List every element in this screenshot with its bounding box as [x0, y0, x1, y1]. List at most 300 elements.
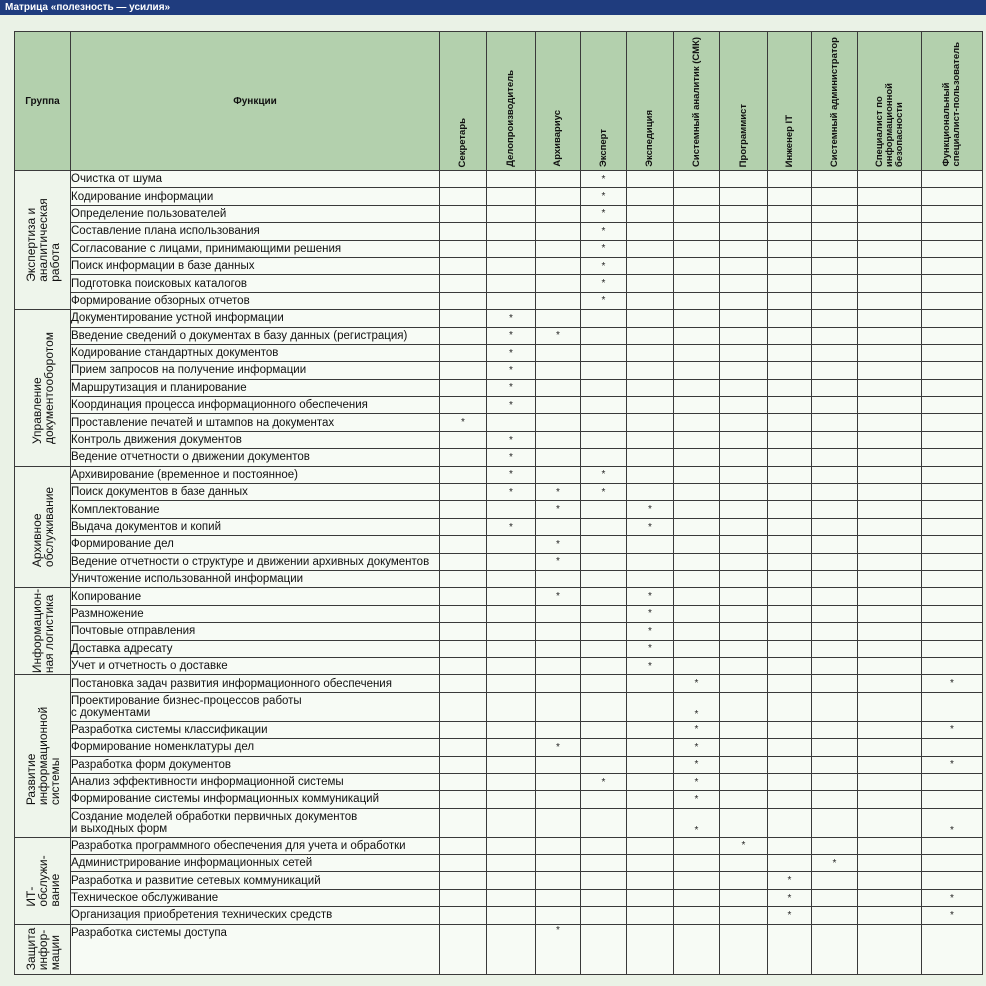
- matrix-cell: [720, 518, 768, 535]
- asterisk-mark: *: [627, 518, 674, 535]
- matrix-cell: [922, 501, 983, 518]
- asterisk-mark: *: [581, 466, 627, 483]
- matrix-cell: [487, 675, 536, 692]
- matrix-cell: [858, 431, 922, 448]
- table-row: [15, 872, 983, 889]
- function-cell: Постановка задач развития информационного обеспечения: [71, 675, 440, 692]
- matrix-cell: [922, 397, 983, 414]
- function-cell: Организация приобретения технических средств: [71, 907, 440, 924]
- matrix-cell: [581, 924, 627, 974]
- matrix-cell: [440, 327, 487, 344]
- matrix-cell: [858, 240, 922, 257]
- role-header-label: Функциональный специалист-пользователь: [941, 42, 962, 167]
- matrix-cell: [581, 501, 627, 518]
- matrix-cell: [581, 536, 627, 553]
- matrix-cell: [768, 344, 812, 361]
- asterisk-mark: *: [674, 692, 720, 721]
- matrix-cell: [627, 791, 674, 808]
- matrix-cell: [627, 837, 674, 854]
- matrix-cell: [858, 466, 922, 483]
- role-header: [536, 32, 581, 171]
- matrix-cell: [536, 257, 581, 274]
- table-row: [15, 310, 983, 327]
- matrix-cell: [720, 675, 768, 692]
- matrix-cell: [922, 553, 983, 570]
- asterisk-mark: *: [487, 344, 536, 361]
- function-cell: Разработка программного обеспечения для учета и обработки: [71, 837, 440, 854]
- matrix-cell: [581, 379, 627, 396]
- matrix-cell: [812, 414, 858, 431]
- asterisk-mark: *: [581, 484, 627, 501]
- matrix-cell: [440, 924, 487, 974]
- matrix-cell: [440, 501, 487, 518]
- matrix-cell: [487, 171, 536, 188]
- matrix-cell: [581, 362, 627, 379]
- function-cell: Кодирование стандартных документов: [71, 344, 440, 361]
- matrix-cell: [858, 756, 922, 773]
- table-row: [15, 344, 983, 361]
- matrix-cell: [858, 640, 922, 657]
- matrix-cell: [440, 240, 487, 257]
- matrix-cell: [812, 501, 858, 518]
- function-cell: Комплектование: [71, 501, 440, 518]
- matrix-cell: [858, 692, 922, 721]
- matrix-cell: [720, 808, 768, 837]
- matrix-cell: [922, 623, 983, 640]
- matrix-cell: [922, 739, 983, 756]
- matrix-cell: [720, 570, 768, 587]
- matrix-cell: [440, 553, 487, 570]
- matrix-cell: [487, 692, 536, 721]
- matrix-cell: [858, 171, 922, 188]
- matrix-cell: [768, 739, 812, 756]
- matrix-cell: [627, 570, 674, 587]
- matrix-cell: [627, 872, 674, 889]
- matrix-cell: [720, 855, 768, 872]
- matrix-cell: [581, 640, 627, 657]
- matrix-cell: [812, 605, 858, 622]
- function-cell: Выдача документов и копий: [71, 518, 440, 535]
- page-title: Матрица «полезность — усилия»: [5, 2, 171, 13]
- matrix-cell: [581, 431, 627, 448]
- role-header-label: Делопроизводитель: [505, 70, 516, 167]
- matrix-cell: [627, 536, 674, 553]
- matrix-cell: [812, 379, 858, 396]
- matrix-cell: [812, 808, 858, 837]
- matrix-cell: [858, 907, 922, 924]
- matrix-cell: [812, 872, 858, 889]
- matrix-cell: [720, 223, 768, 240]
- matrix-cell: [627, 275, 674, 292]
- matrix-cell: [440, 466, 487, 483]
- matrix-cell: [440, 171, 487, 188]
- matrix-cell: [720, 240, 768, 257]
- matrix-cell: [440, 275, 487, 292]
- matrix-cell: [627, 397, 674, 414]
- matrix-cell: [536, 889, 581, 906]
- matrix-cell: [812, 223, 858, 240]
- matrix-cell: [768, 397, 812, 414]
- matrix-cell: [487, 623, 536, 640]
- table-row: [15, 327, 983, 344]
- matrix-cell: [536, 205, 581, 222]
- matrix-cell: [812, 837, 858, 854]
- matrix-cell: [768, 773, 812, 790]
- matrix-cell: [812, 721, 858, 738]
- matrix-cell: [812, 536, 858, 553]
- asterisk-mark: *: [627, 501, 674, 518]
- matrix-cell: [812, 344, 858, 361]
- table-row: [15, 605, 983, 622]
- function-cell: Определение пользователей: [71, 205, 440, 222]
- matrix-cell: [812, 692, 858, 721]
- matrix-cell: [922, 570, 983, 587]
- matrix-cell: [440, 808, 487, 837]
- matrix-cell: [536, 791, 581, 808]
- matrix-cell: [536, 292, 581, 309]
- matrix-cell: [768, 605, 812, 622]
- matrix-cell: [768, 588, 812, 605]
- matrix-cell: [858, 605, 922, 622]
- matrix-cell: [581, 855, 627, 872]
- matrix-cell: [674, 855, 720, 872]
- matrix-cell: [536, 773, 581, 790]
- matrix-cell: [674, 570, 720, 587]
- matrix-cell: [858, 773, 922, 790]
- table-row: [15, 739, 983, 756]
- matrix-cell: [768, 924, 812, 974]
- asterisk-mark: *: [674, 773, 720, 790]
- role-header: [674, 32, 720, 171]
- matrix-cell: [440, 379, 487, 396]
- matrix-cell: [536, 344, 581, 361]
- matrix-cell: [627, 808, 674, 837]
- matrix-cell: [720, 657, 768, 674]
- matrix-cell: [674, 536, 720, 553]
- matrix-cell: [627, 414, 674, 431]
- matrix-cell: [674, 171, 720, 188]
- matrix-cell: [536, 640, 581, 657]
- matrix-cell: [536, 449, 581, 466]
- table-row: [15, 756, 983, 773]
- matrix-cell: [768, 756, 812, 773]
- matrix-cell: [536, 756, 581, 773]
- table-row: [15, 518, 983, 535]
- role-header: [581, 32, 627, 171]
- matrix-cell: [812, 889, 858, 906]
- function-cell: Разработка системы классификации: [71, 721, 440, 738]
- matrix-cell: [487, 721, 536, 738]
- asterisk-mark: *: [536, 484, 581, 501]
- matrix-cell: [812, 570, 858, 587]
- matrix-cell: [858, 414, 922, 431]
- matrix-cell: [674, 362, 720, 379]
- matrix-table: [14, 31, 983, 975]
- matrix-cell: [768, 855, 812, 872]
- matrix-cell: [627, 362, 674, 379]
- matrix-cell: [674, 889, 720, 906]
- matrix-cell: [536, 362, 581, 379]
- role-header: [812, 32, 858, 171]
- matrix-cell: [768, 379, 812, 396]
- matrix-cell: [858, 188, 922, 205]
- matrix-cell: [720, 275, 768, 292]
- matrix-cell: [674, 379, 720, 396]
- matrix-cell: [581, 872, 627, 889]
- matrix-cell: [581, 808, 627, 837]
- matrix-cell: [922, 379, 983, 396]
- matrix-cell: [536, 171, 581, 188]
- asterisk-mark: *: [487, 310, 536, 327]
- matrix-cell: [581, 907, 627, 924]
- matrix-cell: [674, 397, 720, 414]
- matrix-cell: [720, 553, 768, 570]
- role-header: [627, 32, 674, 171]
- matrix-cell: [674, 240, 720, 257]
- function-cell: Согласование с лицами, принимающими решения: [71, 240, 440, 257]
- table-row: [15, 501, 983, 518]
- table-row: [15, 675, 983, 692]
- function-cell: Введение сведений о документах в базу данных (регистрация): [71, 327, 440, 344]
- matrix-cell: [858, 310, 922, 327]
- matrix-cell: [720, 721, 768, 738]
- table-row: [15, 907, 983, 924]
- matrix-cell: [536, 721, 581, 738]
- role-header: [858, 32, 922, 171]
- role-header-label: Экспедиция: [644, 110, 655, 167]
- matrix-cell: [922, 605, 983, 622]
- matrix-cell: [720, 501, 768, 518]
- matrix-cell: [922, 310, 983, 327]
- function-cell: Архивирование (временное и постоянное): [71, 466, 440, 483]
- matrix-cell: [440, 449, 487, 466]
- group-label: Архивное обслуживание: [29, 486, 56, 568]
- matrix-cell: [674, 205, 720, 222]
- matrix-cell: [627, 924, 674, 974]
- matrix-cell: [922, 171, 983, 188]
- matrix-cell: [768, 623, 812, 640]
- matrix-cell: [768, 657, 812, 674]
- matrix-cell: [768, 484, 812, 501]
- asterisk-mark: *: [922, 808, 983, 837]
- asterisk-mark: *: [581, 205, 627, 222]
- matrix-cell: [812, 924, 858, 974]
- asterisk-mark: *: [581, 188, 627, 205]
- matrix-cell: [674, 924, 720, 974]
- asterisk-mark: *: [627, 657, 674, 674]
- asterisk-mark: *: [536, 536, 581, 553]
- matrix-cell: [858, 739, 922, 756]
- matrix-cell: [720, 327, 768, 344]
- matrix-cell: [812, 205, 858, 222]
- matrix-cell: [812, 240, 858, 257]
- matrix-cell: [922, 223, 983, 240]
- matrix-cell: [487, 872, 536, 889]
- matrix-cell: [858, 257, 922, 274]
- matrix-cell: [487, 605, 536, 622]
- matrix-cell: [768, 223, 812, 240]
- matrix-cell: [812, 484, 858, 501]
- matrix-cell: [858, 837, 922, 854]
- matrix-cell: [858, 344, 922, 361]
- function-cell: Координация процесса информационного обеспечения: [71, 397, 440, 414]
- matrix-cell: [581, 605, 627, 622]
- role-header-label: Инженер IT: [783, 114, 795, 167]
- table-row: [15, 240, 983, 257]
- matrix-cell: [812, 518, 858, 535]
- matrix-cell: [627, 431, 674, 448]
- table-row: [15, 414, 983, 431]
- function-cell: Формирование обзорных отчетов: [71, 292, 440, 309]
- matrix-cell: [674, 414, 720, 431]
- matrix-cell: [720, 431, 768, 448]
- matrix-cell: [536, 414, 581, 431]
- matrix-cell: [720, 907, 768, 924]
- matrix-cell: [627, 889, 674, 906]
- matrix-cell: [768, 240, 812, 257]
- matrix-cell: [858, 791, 922, 808]
- matrix-cell: [627, 292, 674, 309]
- matrix-cell: [922, 837, 983, 854]
- matrix-cell: [858, 223, 922, 240]
- matrix-cell: [674, 553, 720, 570]
- matrix-cell: [812, 431, 858, 448]
- matrix-cell: [627, 855, 674, 872]
- role-header-label: Архивариус: [552, 110, 563, 167]
- table-row: [15, 257, 983, 274]
- matrix-cell: [581, 588, 627, 605]
- table-row: [15, 773, 983, 790]
- matrix-cell: [720, 739, 768, 756]
- matrix-cell: [674, 188, 720, 205]
- matrix-cell: [922, 588, 983, 605]
- matrix-cell: [440, 397, 487, 414]
- matrix-cell: [768, 362, 812, 379]
- role-header: [487, 32, 536, 171]
- matrix-cell: [487, 773, 536, 790]
- matrix-cell: [768, 721, 812, 738]
- matrix-cell: [487, 855, 536, 872]
- function-cell: Ведение отчетности о движении документов: [71, 449, 440, 466]
- matrix-cell: [536, 907, 581, 924]
- matrix-cell: [674, 327, 720, 344]
- asterisk-mark: *: [627, 605, 674, 622]
- matrix-cell: [674, 449, 720, 466]
- matrix-cell: [627, 240, 674, 257]
- asterisk-mark: *: [536, 924, 581, 974]
- matrix-cell: [768, 449, 812, 466]
- matrix-cell: [627, 721, 674, 738]
- asterisk-mark: *: [922, 675, 983, 692]
- matrix-cell: [768, 257, 812, 274]
- matrix-cell: [922, 449, 983, 466]
- matrix-cell: [440, 692, 487, 721]
- function-cell: Составление плана использования: [71, 223, 440, 240]
- table-row: [15, 484, 983, 501]
- asterisk-mark: *: [768, 872, 812, 889]
- matrix-cell: [812, 553, 858, 570]
- matrix-cell: [858, 292, 922, 309]
- matrix-cell: [674, 431, 720, 448]
- matrix-cell: [581, 570, 627, 587]
- matrix-cell: [922, 640, 983, 657]
- matrix-cell: [440, 773, 487, 790]
- table-row: [15, 855, 983, 872]
- matrix-cell: [768, 275, 812, 292]
- matrix-cell: [922, 292, 983, 309]
- matrix-cell: [812, 739, 858, 756]
- matrix-cell: [627, 188, 674, 205]
- matrix-cell: [720, 449, 768, 466]
- matrix-cell: [812, 623, 858, 640]
- matrix-cell: [440, 855, 487, 872]
- matrix-cell: [674, 605, 720, 622]
- group-label: Развитие информационной системы: [23, 706, 62, 806]
- asterisk-mark: *: [487, 484, 536, 501]
- matrix-cell: [674, 501, 720, 518]
- matrix-cell: [674, 292, 720, 309]
- asterisk-mark: *: [487, 327, 536, 344]
- matrix-cell: [858, 379, 922, 396]
- table-row: [15, 188, 983, 205]
- matrix-cell: [440, 362, 487, 379]
- matrix-cell: [768, 466, 812, 483]
- matrix-cell: [858, 449, 922, 466]
- matrix-cell: [922, 188, 983, 205]
- function-cell: Очистка от шума: [71, 171, 440, 188]
- role-header: [720, 32, 768, 171]
- matrix-cell: [581, 397, 627, 414]
- asterisk-mark: *: [581, 240, 627, 257]
- group-header: Группа: [15, 32, 71, 171]
- table-row: [15, 657, 983, 674]
- matrix-cell: [440, 188, 487, 205]
- matrix-cell: [440, 721, 487, 738]
- table-row: [15, 449, 983, 466]
- matrix-cell: [440, 675, 487, 692]
- matrix-cell: [440, 623, 487, 640]
- function-cell: Разработка и развитие сетевых коммуникаций: [71, 872, 440, 889]
- group-label: Информацион- ная логистика: [29, 589, 56, 674]
- matrix-cell: [922, 414, 983, 431]
- matrix-cell: [440, 570, 487, 587]
- matrix-cell: [487, 907, 536, 924]
- matrix-cell: [487, 553, 536, 570]
- matrix-cell: [627, 344, 674, 361]
- asterisk-mark: *: [627, 640, 674, 657]
- matrix-cell: [768, 553, 812, 570]
- matrix-cell: [627, 756, 674, 773]
- matrix-cell: [487, 292, 536, 309]
- asterisk-mark: *: [487, 518, 536, 535]
- asterisk-mark: *: [922, 756, 983, 773]
- table-row: [15, 171, 983, 188]
- asterisk-mark: *: [922, 889, 983, 906]
- matrix-cell: [674, 257, 720, 274]
- function-cell: Поиск документов в базе данных: [71, 484, 440, 501]
- matrix-cell: [768, 675, 812, 692]
- matrix-cell: [627, 484, 674, 501]
- matrix-cell: [627, 692, 674, 721]
- matrix-cell: [812, 362, 858, 379]
- matrix-cell: [581, 518, 627, 535]
- asterisk-mark: *: [720, 837, 768, 854]
- matrix-cell: [768, 205, 812, 222]
- matrix-cell: [922, 431, 983, 448]
- matrix-body: [15, 171, 983, 975]
- matrix-cell: [858, 275, 922, 292]
- matrix-cell: [858, 205, 922, 222]
